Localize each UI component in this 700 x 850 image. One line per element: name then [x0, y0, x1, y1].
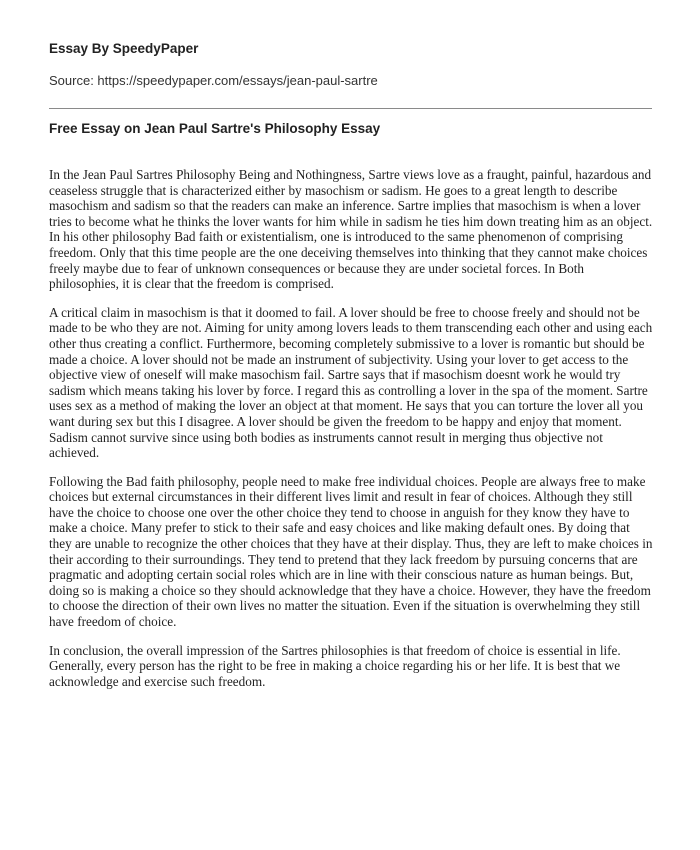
- essay-title: Free Essay on Jean Paul Sartre's Philosophy Essay: [49, 121, 381, 136]
- essay-paragraph: In the Jean Paul Sartres Philosophy Being and Nothingness, Sartre views love as a fraught, painful, hazardous and ceaseless struggle that is characterized either by masochism or sadism. He goes to a great length to describe masochism and sadism so that the readers can make an inference. Sartre implies that masochism is when a lover tries to become what he thinks the lover wants for him while in sadism he ties him down treating him as an object. In his other philosophy Bad faith or existentialism, one is introduced to the same phenomenon of comprising freedom. Only that this time people are the one deceiving themselves into thinking that they cannot make choices freely maybe due to fear of unknown consequences or because they are under societal forces. In Both philosophies, it is clear that the freedom is comprised.: [49, 167, 653, 292]
- essay-paragraph: Following the Bad faith philosophy, people need to make free individual choices. People are always free to make choices but external circumstances in their different lives limit and result in fear of choices. Although they still have the choice to choose one over the other choice they tend to choose in anguish for they know they have to make a choice. Many prefer to stick to their safe and easy choices and like making default ones. By doing that they are unable to recognize the other choices that they have at their display. Thus, they are left to make choices in their according to their surroundings. They tend to pretend that they lack freedom by pursuing concerns that are pragmatic and adopting certain social roles which are in line with their conscious nature as human beings. But, doing so is making a choice so they should acknowledge that they have a choice. However, they have the freedom to choose the direction of their own lives no matter the situation. Even if the situation is overwhelming they still have freedom of choice.: [49, 473, 653, 630]
- source-line: Source: https://speedypaper.com/essays/jean-paul-sartre: [49, 73, 378, 88]
- essay-paragraph: A critical claim in masochism is that it doomed to fail. A lover should be free to choose freely and should not be made to be who they are not. Aiming for unity among lovers leads to them transcending each other and using each other thus creating a conflict. Furthermore, becoming completely submissive to a lover is romantic but should be made a choice. A lover should not be made an instrument of subjectivity. Using your lover to get access to the objective view of oneself will make masochism fail. Sartre says that if masochism doesnt work he would try sadism which means taking his lover by force. I regard this as controlling a lover in the spa of the moment. Sartre uses sex as a method of making the lover an object at that moment. He says that you can torture the lover all you want during sex but this I disagree. A lover should be given the freedom to be happy and enjoy that moment. Sadism cannot survive since using both bodies as instruments cannot result in merging thus objective not achieved.: [49, 304, 653, 461]
- header-divider: [49, 108, 652, 109]
- essay-body: [49, 167, 653, 702]
- essay-paragraph: In conclusion, the overall impression of the Sartres philosophies is that freedom of choice is essential in life. Generally, every person has the right to be free in making a choice regarding his or her life. It is best that we acknowledge and exercise such freedom.: [49, 642, 621, 689]
- brand-line: Essay By SpeedyPaper: [49, 41, 199, 56]
- page-header: [49, 40, 651, 90]
